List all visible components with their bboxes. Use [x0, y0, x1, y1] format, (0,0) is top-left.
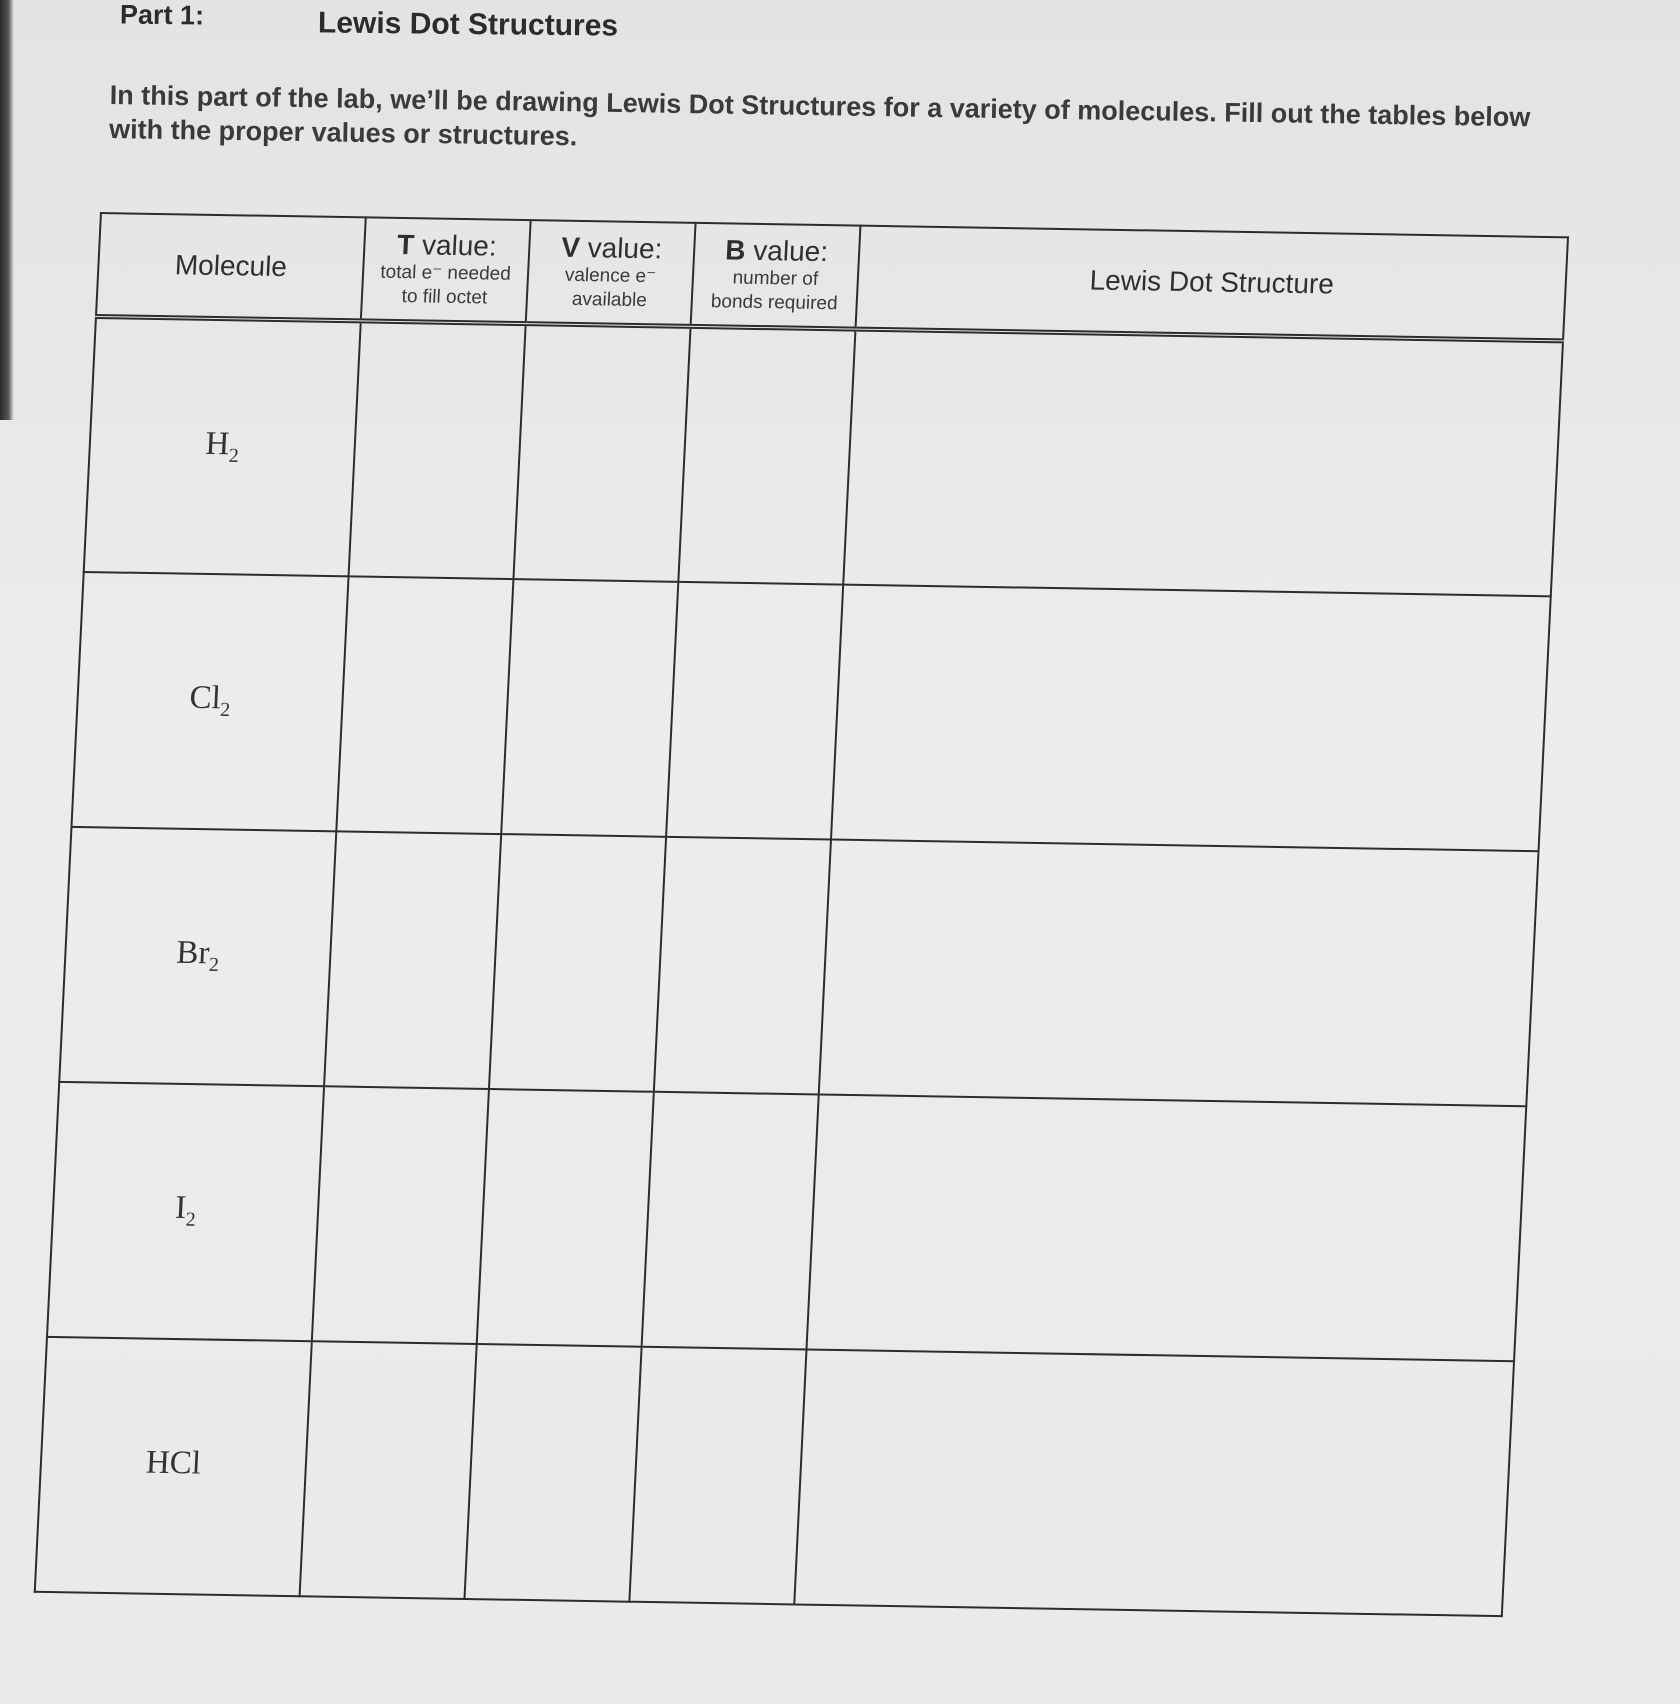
header-molecule [96, 213, 366, 321]
v-value-cell[interactable] [501, 579, 678, 837]
v-value-cell[interactable] [513, 324, 690, 582]
table-row [84, 317, 1563, 596]
header-lewis-label: Lewis Dot Structure [1088, 264, 1335, 300]
molecule-name: I [174, 1190, 188, 1227]
b-value-cell[interactable] [642, 1091, 819, 1349]
header-b-value [691, 223, 861, 329]
header-t-label: value: [413, 229, 498, 262]
header-lewis-structure [855, 226, 1568, 341]
t-value-cell[interactable] [300, 1341, 477, 1599]
molecule-name: H [204, 425, 231, 463]
molecule-name: Br [175, 934, 211, 972]
header-t-sub-2: to fill octet [401, 286, 488, 309]
molecule-name: HCl [145, 1444, 202, 1482]
header-t-bold: T [396, 228, 416, 261]
header-v-sub-1: valence e⁻ [564, 264, 657, 288]
molecule-subscript: 2 [228, 444, 240, 468]
table-row [72, 571, 1551, 850]
header-t-value [361, 217, 531, 323]
molecule-subscript: 2 [219, 699, 231, 722]
header-v-value [526, 220, 696, 326]
header-v-label: value: [579, 231, 664, 265]
page-shadow-edge [0, 0, 14, 420]
b-value-cell[interactable] [629, 1346, 806, 1604]
molecule-cell-br2 [59, 826, 336, 1085]
header-v-sub-2: available [571, 288, 648, 312]
t-value-cell[interactable] [312, 1086, 489, 1344]
t-value-cell[interactable] [336, 576, 513, 834]
header-b-label: value: [744, 234, 829, 268]
t-value-cell[interactable] [324, 831, 501, 1089]
molecule-name: Cl [188, 680, 222, 717]
v-value-cell[interactable] [489, 834, 666, 1092]
b-value-cell[interactable] [666, 581, 843, 839]
molecule-subscript: 2 [208, 954, 220, 977]
table-row [59, 826, 1538, 1105]
header-b-sub-1: number of [732, 267, 819, 290]
lewis-structure-table [34, 212, 1569, 1617]
molecule-cell-i2 [47, 1081, 324, 1340]
lewis-structure-cell[interactable] [819, 839, 1539, 1106]
b-value-cell[interactable] [678, 326, 855, 584]
t-value-cell[interactable] [349, 321, 526, 579]
lewis-table-container [34, 212, 1569, 1616]
table-row [47, 1081, 1526, 1360]
header-molecule-label: Molecule [174, 249, 288, 283]
header-v-bold: V [560, 231, 581, 263]
header-b-sub-2: bonds required [710, 291, 839, 315]
b-value-cell[interactable] [654, 836, 831, 1094]
lewis-structure-cell[interactable] [794, 1349, 1514, 1616]
v-value-cell[interactable] [477, 1089, 654, 1347]
v-value-cell[interactable] [464, 1343, 641, 1601]
header-t-sub-1: total e⁻ needed [379, 261, 512, 285]
page-title: Lewis Dot Structures [317, 6, 619, 43]
lewis-structure-cell[interactable] [807, 1094, 1527, 1361]
molecule-cell-hcl [35, 1336, 312, 1595]
lewis-structure-cell[interactable] [831, 584, 1551, 851]
lewis-structure-cell[interactable] [843, 329, 1563, 596]
header-b-bold: B [724, 234, 747, 266]
instructions-text: In this part of the lab, we’ll be drawing Lewis Dot Structures for a variety of molecules. Fill out the tables below with the proper values or structures. [108, 79, 1531, 152]
table-row [35, 1336, 1514, 1615]
molecule-subscript: 2 [185, 1208, 197, 1232]
part-label: Part 1: [119, 0, 205, 31]
molecule-cell-h2 [84, 317, 361, 576]
molecule-cell-cl2 [72, 571, 349, 830]
